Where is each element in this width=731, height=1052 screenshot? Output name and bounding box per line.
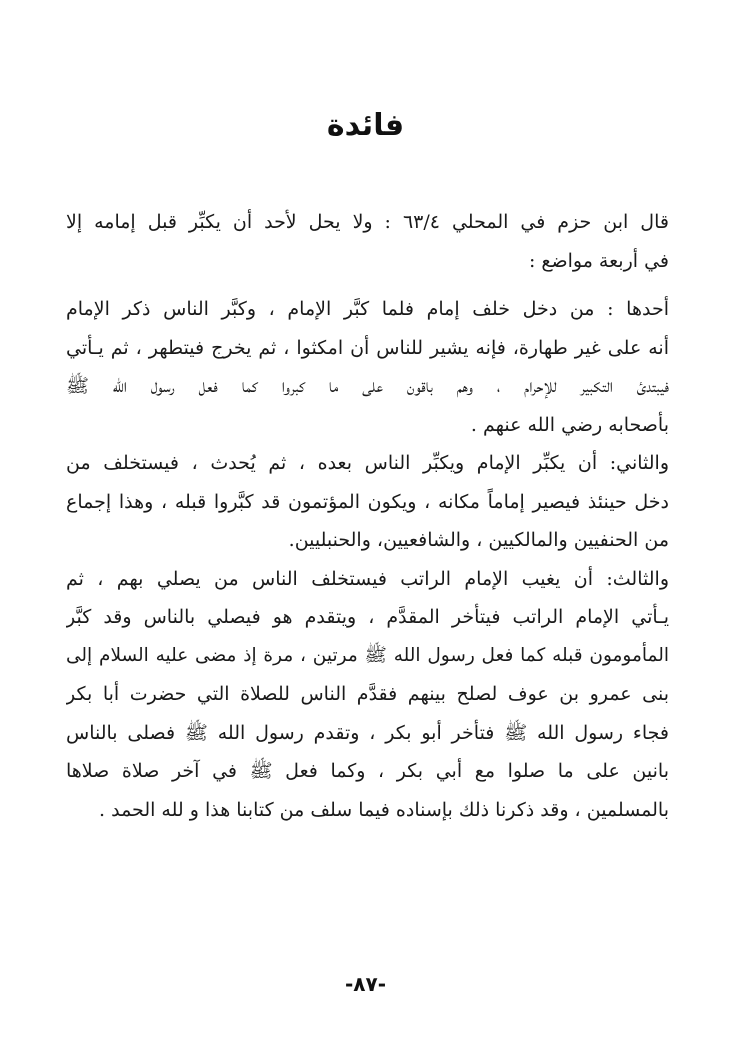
body-text xyxy=(66,203,669,829)
page-number: -٨٧- xyxy=(344,972,387,996)
text-line: بانين على ما صلوا مع أبي بكر ، وكما فعل ﷺ في آخر صلاة صلاها xyxy=(66,760,669,782)
text-line: دخل حينئذ فيصير إماماً مكانه ، ويكون المؤتمون قد كبَّروا قبله ، وهذا إجماع xyxy=(66,490,669,513)
text-line: في أربعة مواضع : xyxy=(528,249,669,272)
text-line: بالمسلمين ، وقد ذكرنا ذلك بإسناده فيما سلف من كتابنا هذا و لله الحمد . xyxy=(99,798,669,821)
paragraph-gap xyxy=(66,280,669,290)
text-line: أنه على غير طهارة، فإنه يشير للناس أن امكثوا ، ثم يخرج فيتطهر ، ثم يـأتي xyxy=(66,336,669,359)
text-line: من الحنفيين والمالكيين ، والشافعيين، والحنبليين. xyxy=(288,529,669,551)
text-line: يـأتي الإمام الراتب فيتأخر المقدَّم ، ويتقدم هو فيصلي بالناس وقد كبَّر xyxy=(66,606,669,628)
text-line: فيبتدئ التكبير للإحرام ، وهم باقون على ما كبروا كما فعل رسول الله ﷺ xyxy=(66,375,669,397)
text-line: قال ابن حزم في المحلي ٦٣/٤ : ولا يحل لأحد أن يكبِّر قبل إمامه إلا xyxy=(66,211,669,233)
text-line: والثاني: أن يكبِّر الإمام ويكبِّر الناس بعده ، ثم يُحدث ، فيستخلف من xyxy=(66,452,669,474)
text-line: والثالث: أن يغيب الإمام الراتب فيستخلف الناس من يصلي بهم ، ثم xyxy=(66,567,669,590)
text-line: بنى عمرو بن عوف لصلح بينهم فقدَّم الناس للصلاة التي حضرت أبا بكر xyxy=(66,683,669,705)
text-line: أحدها : من دخل خلف إمام فلما كبَّر الإمام ، وكبَّر الناس ذكر الإمام xyxy=(66,298,669,320)
text-line: بأصحابه رضي الله عنهم . xyxy=(470,413,669,436)
text-line: المأمومون قبله كما فعل رسول الله ﷺ مرتين ، مرة إذ مضى عليه السلام إلى xyxy=(66,644,669,666)
page-title: فائدة xyxy=(326,108,405,143)
text-line: فجاء رسول الله ﷺ فتأخر أبو بكر ، وتقدم رسول الله ﷺ فصلى بالناس xyxy=(66,721,669,744)
